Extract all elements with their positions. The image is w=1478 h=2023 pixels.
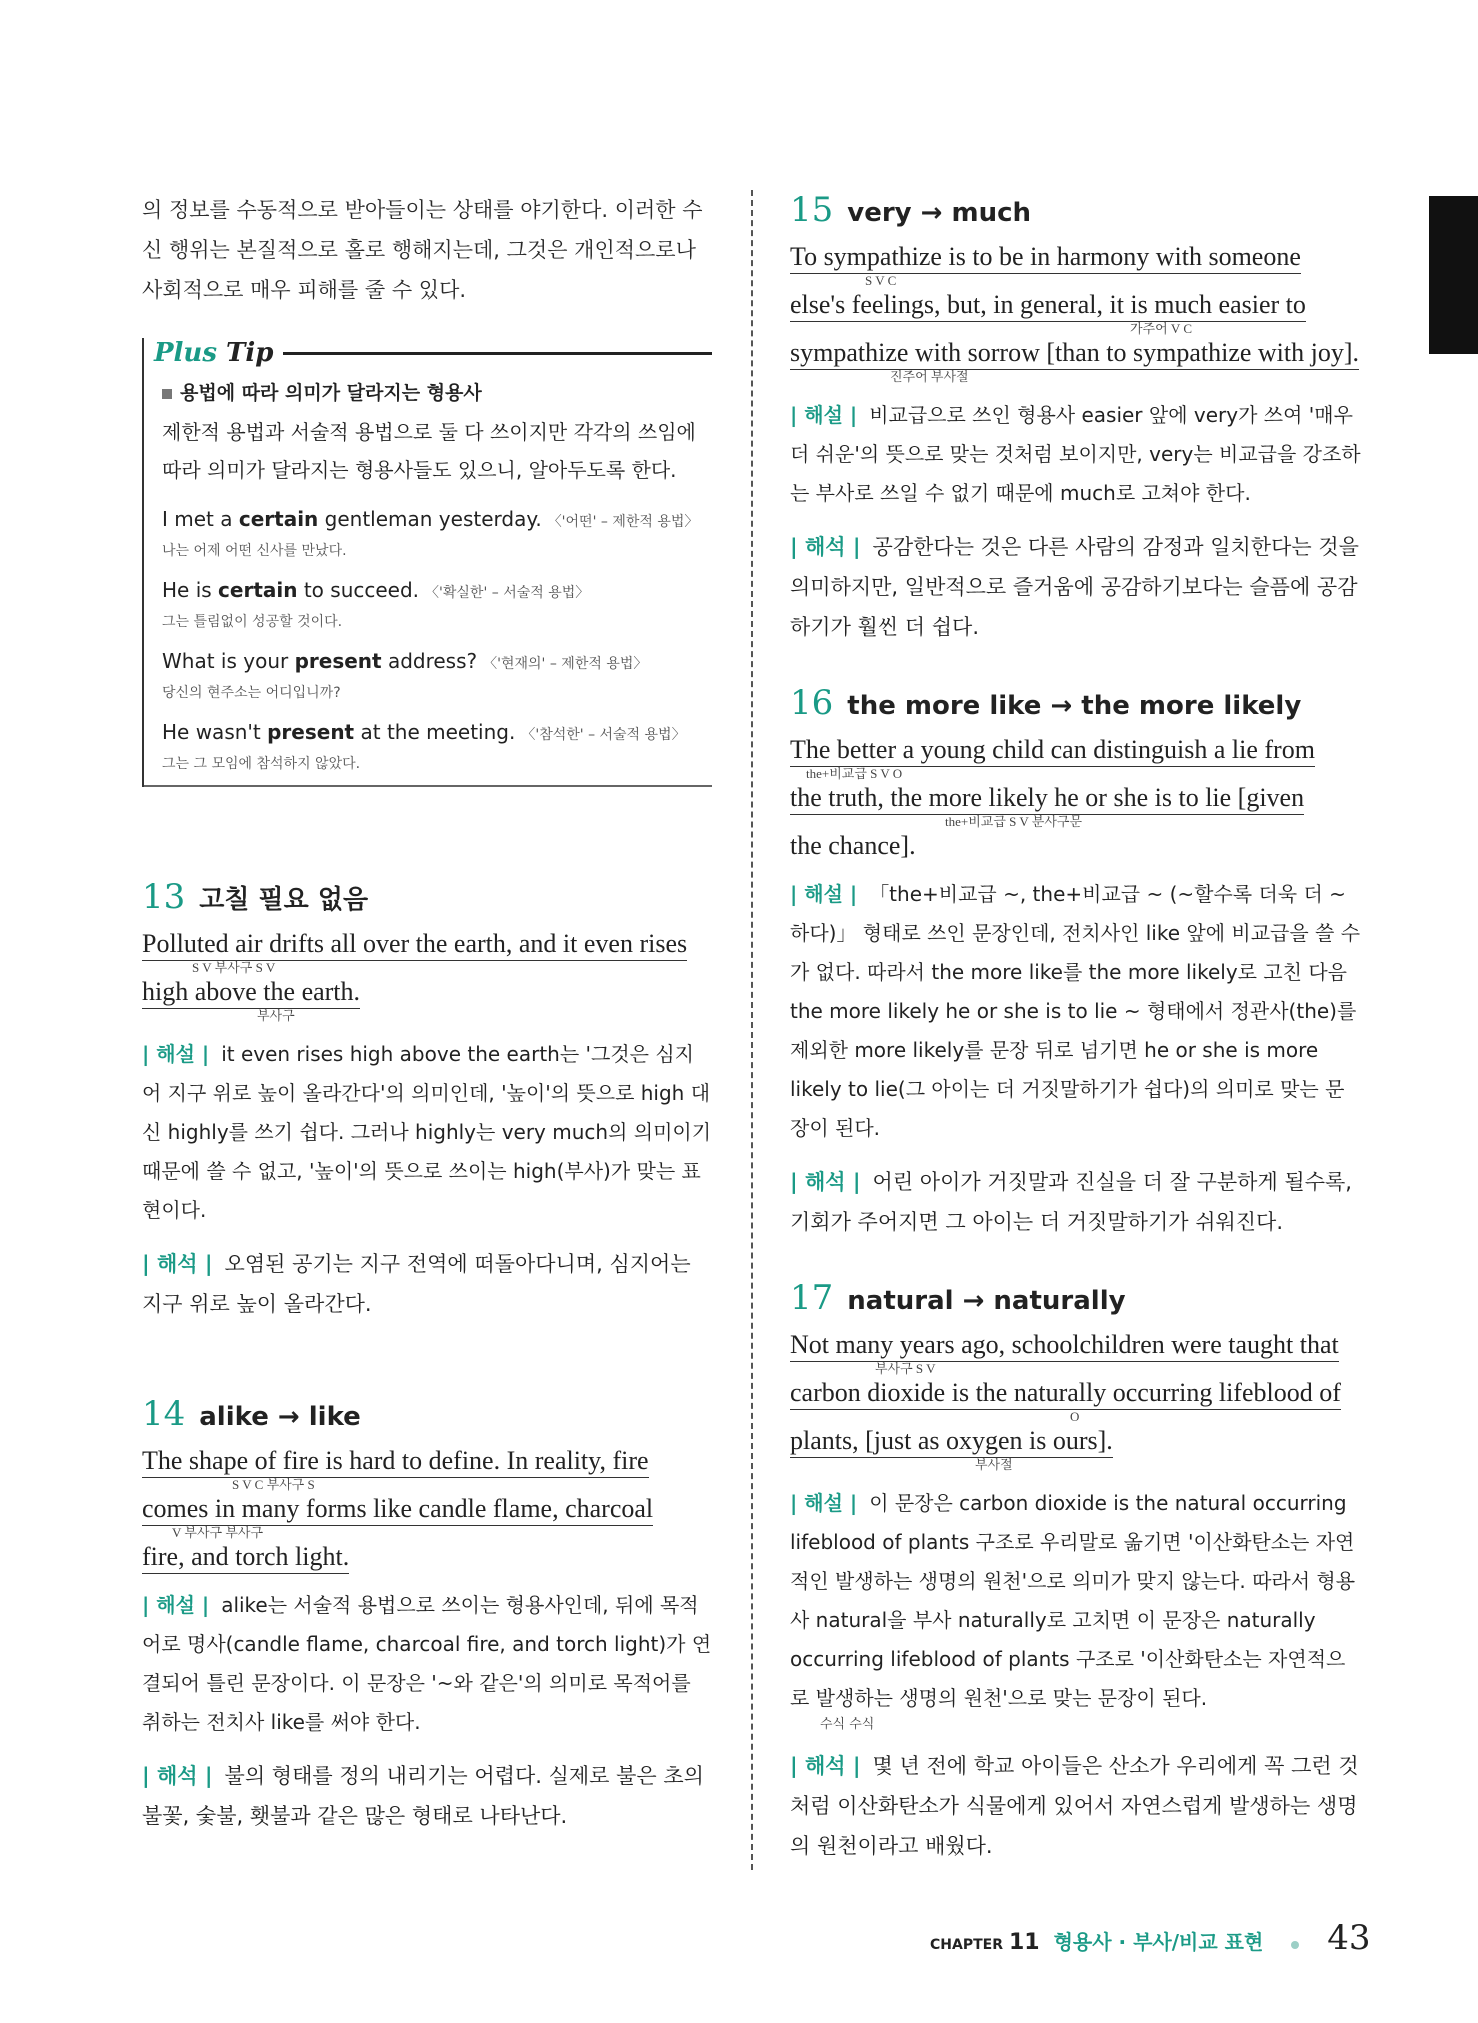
example-keyword: certain bbox=[238, 507, 319, 531]
example-translation: 그는 틀림없이 성공할 것이다. bbox=[162, 614, 343, 630]
section-title: very → much bbox=[847, 198, 1032, 228]
tip-example bbox=[162, 505, 712, 560]
tip-title-text: 용법에 따라 의미가 달라지는 형용사 bbox=[180, 382, 482, 404]
grammar-gloss: 가주어 V C bbox=[1130, 321, 1192, 336]
section-number: 15 bbox=[790, 190, 834, 230]
english-sentence bbox=[142, 1444, 712, 1574]
sentence-line: sympathize with sorrow [than to sympathize with joy]. bbox=[790, 338, 1359, 370]
tip-logo-text: Tip bbox=[226, 338, 274, 368]
explanation-label: | 해설 | bbox=[790, 1491, 858, 1515]
sentence-line: high above the earth. bbox=[142, 977, 360, 1009]
explanation-label: | 해설 | bbox=[790, 882, 858, 906]
grammar-gloss: 부사절 bbox=[975, 1457, 1013, 1472]
plus-tip-box bbox=[142, 338, 712, 787]
example-text: address? bbox=[381, 649, 478, 673]
translation-text: 공감한다는 것은 다른 사람의 감정과 일치한다는 것을 의미하지만, 일반적으로 즐거움에 공감하기보다는 슬픔에 공감하기가 훨씬 더 쉽다. bbox=[790, 535, 1359, 639]
explanation bbox=[142, 1035, 712, 1230]
translation bbox=[142, 1244, 712, 1324]
example-translation: 당신의 현주소는 어디입니까? bbox=[162, 685, 341, 701]
example-translation: 나는 어제 어떤 신사를 만났다. bbox=[162, 543, 347, 559]
explanation-text: 비교급으로 쓰인 형용사 easier 앞에 very가 쓰여 '매우 더 쉬운'의 뜻으로 맞는 것처럼 보이지만, very는 비교급을 강조하는 부사로 쓰일 수 없기 때문에 much로 고쳐야 한다. bbox=[790, 403, 1361, 505]
sentence-line: Polluted air drifts all over the earth, and it even rises bbox=[142, 929, 687, 961]
grammar-gloss: 부사구 S V bbox=[875, 1361, 936, 1376]
tip-title bbox=[162, 378, 712, 405]
english-sentence bbox=[790, 733, 1362, 863]
dot-separator-icon bbox=[1291, 1941, 1299, 1949]
section-title: natural → naturally bbox=[847, 1286, 1126, 1316]
right-column bbox=[790, 190, 1362, 1866]
example-text: What is your bbox=[162, 649, 295, 673]
translation bbox=[142, 1756, 712, 1836]
section-14 bbox=[142, 1394, 712, 1836]
square-bullet-icon bbox=[162, 389, 172, 399]
chapter-title: 형용사 · 부사/비교 표현 bbox=[1053, 1930, 1264, 1954]
explanation bbox=[142, 1586, 712, 1742]
grammar-gloss: V 부사구 부사구 bbox=[172, 1525, 264, 1540]
tip-example bbox=[162, 647, 712, 702]
sentence-line: Not many years ago, schoolchildren were taught that bbox=[790, 1330, 1339, 1362]
plus-tip-logo bbox=[154, 338, 273, 368]
example-keyword: present bbox=[294, 649, 382, 673]
example-translation: 그는 그 모임에 참석하지 않았다. bbox=[162, 756, 361, 772]
column-divider bbox=[751, 190, 753, 1870]
explanation-text: 이 문장은 carbon dioxide is the natural occurring lifeblood of plants 구조로 우리말로 옮기면 '이산화탄소는 자연적인 발생하는 생명의 원천'으로 의미가 맞지 않는다. 따라서 형용사 natural을 부사 naturally로 고치면 이 문장은 naturally occurring lifeblood of plants 구조로 '이산화탄소는 자연적으로 발생하는 생명의 원천'으로 맞는 문장이 된다. bbox=[790, 1491, 1356, 1710]
example-note: 〈'어떤' – 제한적 용법〉 bbox=[547, 514, 699, 530]
section-13 bbox=[142, 877, 712, 1324]
section-number: 13 bbox=[142, 877, 186, 917]
translation-label: | 해석 | bbox=[142, 1764, 213, 1788]
explanation-label: | 해설 | bbox=[142, 1042, 210, 1066]
english-sentence bbox=[790, 240, 1362, 384]
example-keyword: present bbox=[267, 720, 355, 744]
tip-example bbox=[162, 576, 712, 631]
plus-tip-rule bbox=[283, 352, 712, 355]
example-note: 〈'참석한' – 서술적 용법〉 bbox=[521, 727, 686, 743]
translation-label: | 해석 | bbox=[790, 1170, 861, 1194]
grammar-gloss: 진주어 부사절 bbox=[890, 369, 969, 384]
chapter-label: CHAPTER bbox=[930, 1937, 1003, 1953]
translation-text: 몇 년 전에 학교 아이들은 산소가 우리에게 꼭 그런 것처럼 이산화탄소가 식물에게 있어서 자연스럽게 발생하는 생명의 원천이라고 배웠다. bbox=[790, 1754, 1359, 1858]
grammar-gloss: the+비교급 S V 분사구문 bbox=[945, 814, 1083, 829]
section-number: 14 bbox=[142, 1394, 186, 1434]
english-sentence bbox=[142, 927, 712, 1023]
section-number: 16 bbox=[790, 683, 834, 723]
section-number: 17 bbox=[790, 1278, 834, 1318]
explanation bbox=[790, 1484, 1362, 1718]
translation-label: | 해석 | bbox=[790, 535, 861, 559]
grammar-gloss: O bbox=[1070, 1409, 1080, 1424]
translation-label: | 해석 | bbox=[142, 1252, 213, 1276]
grammar-gloss: S V C bbox=[865, 273, 897, 288]
grammar-gloss: the+비교급 S V O bbox=[806, 766, 903, 781]
sentence-line: plants, [just as oxygen is ours]. bbox=[790, 1426, 1113, 1458]
explanation-label: | 해설 | bbox=[142, 1593, 210, 1617]
translation-label: | 해석 | bbox=[790, 1754, 861, 1778]
sentence-line: comes in many forms like candle flame, charcoal bbox=[142, 1494, 653, 1526]
left-column bbox=[142, 190, 712, 1836]
section-17 bbox=[790, 1278, 1362, 1866]
example-text: I met a bbox=[162, 507, 239, 531]
translation-text: 불의 형태를 정의 내리기는 어렵다. 실제로 불은 초의 불꽃, 숯불, 횃불과 같은 많은 형태로 나타난다. bbox=[142, 1764, 704, 1828]
chapter-number: 11 bbox=[1008, 1930, 1040, 1955]
explanation bbox=[790, 396, 1362, 513]
sentence-line: fire, and torch light. bbox=[142, 1542, 349, 1574]
example-text: gentleman yesterday. bbox=[318, 507, 542, 531]
sentence-line: The better a young child can distinguish a lie from bbox=[790, 735, 1315, 767]
plus-logo-text: Plus bbox=[154, 338, 217, 368]
sentence-line: carbon dioxide is the naturally occurring lifeblood of bbox=[790, 1378, 1341, 1410]
tip-description: 제한적 용법과 서술적 용법으로 둘 다 쓰이지만 각각의 쓰임에 따라 의미가 달라지는 형용사들도 있으니, 알아두도록 한다. bbox=[162, 420, 696, 482]
plus-tip-header bbox=[154, 338, 712, 368]
page-footer bbox=[930, 1918, 1371, 1958]
section-16 bbox=[790, 683, 1362, 1242]
example-text: to succeed. bbox=[297, 578, 420, 602]
translation bbox=[790, 1162, 1362, 1242]
sentence-line: else's feelings, but, in general, it is much easier to bbox=[790, 290, 1306, 322]
section-title: alike → like bbox=[199, 1402, 361, 1432]
grammar-gloss: 부사구 bbox=[257, 1008, 295, 1023]
english-sentence bbox=[790, 1328, 1362, 1472]
page-number: 43 bbox=[1327, 1918, 1371, 1958]
section-title: 고칠 필요 없음 bbox=[199, 885, 369, 915]
example-text: at the meeting. bbox=[354, 720, 516, 744]
translation-text: 오염된 공기는 지구 전역에 떠돌아다니며, 심지어는 지구 위로 높이 올라간다. bbox=[142, 1252, 691, 1316]
translation bbox=[790, 1746, 1362, 1866]
tip-example bbox=[162, 718, 712, 773]
explanation bbox=[790, 875, 1362, 1148]
sentence-line: the truth, the more likely he or she is to lie [given bbox=[790, 783, 1304, 815]
translation bbox=[790, 527, 1362, 647]
example-keyword: certain bbox=[218, 578, 298, 602]
explanation-label: | 해설 | bbox=[790, 403, 858, 427]
explanation-text: 「the+비교급 ~, the+비교급 ~ (~할수록 더욱 더 ~하다)」 형태로 쓰인 문장인데, 전치사인 like 앞에 비교급을 쓸 수가 없다. 따라서 the more like를 the more likely로 고친 다음 the more likely he or she is to lie ~ 형태에서 정관사(the)를 제외한 more likely를 문장 뒤로 넘기면 he or she is more likely to lie(그 아이는 더 거짓말하기가 쉽다)의 의미로 맞는 문장이 된다. bbox=[790, 882, 1361, 1140]
sentence-line: the chance]. bbox=[790, 831, 916, 860]
example-text: He wasn't bbox=[162, 720, 268, 744]
sentence-line: The shape of fire is hard to define. In reality, fire bbox=[142, 1446, 649, 1478]
example-note: 〈'확실한' – 서술적 용법〉 bbox=[425, 585, 590, 601]
plus-tip-bottom-rule bbox=[144, 785, 712, 787]
example-text: He is bbox=[162, 578, 219, 602]
example-note: 〈'현재의' – 제한적 용법〉 bbox=[483, 656, 648, 672]
intro-text: 의 정보를 수동적으로 받아들이는 상태를 야기한다. 이러한 수신 행위는 본질적으로 홀로 행해지는데, 그것은 개인적으로나 사회적으로 매우 피해를 줄 수 있다. bbox=[142, 198, 703, 302]
explanation-text: it even rises high above the earth는 '그것은 심지어 지구 위로 높이 올라간다'의 의미인데, '높이'의 뜻으로 high 대신 highly를 쓰기 쉽다. 그러나 highly는 very much의 의미이기 때문에 쓸 수 없고, '높이'의 뜻으로 쓰이는 high(부사)가 맞는 표현이다. bbox=[142, 1042, 712, 1222]
grammar-gloss: S V C 부사구 S bbox=[232, 1477, 315, 1492]
translation-text: 어린 아이가 거짓말과 진실을 더 잘 구분하게 될수록, 기회가 주어지면 그 아이는 더 거짓말하기가 쉬워진다. bbox=[790, 1170, 1352, 1234]
section-15 bbox=[790, 190, 1362, 647]
grammar-gloss: S V 부사구 S V bbox=[192, 960, 276, 975]
section-title: the more like → the more likely bbox=[847, 691, 1302, 721]
modifier-gloss: 수식 수식 bbox=[820, 1717, 875, 1732]
explanation-text: alike는 서술적 용법으로 쓰이는 형용사인데, 뒤에 목적어로 명사(candle flame, charcoal fire, and torch light)가 연결되어 틀린 문장이다. 이 문장은 '~와 같은'의 의미로 목적어를 취하는 전치사 like를 써야 한다. bbox=[142, 1593, 712, 1734]
sentence-line: To sympathize is to be in harmony with someone bbox=[790, 242, 1301, 274]
chapter-tab bbox=[1429, 196, 1478, 354]
